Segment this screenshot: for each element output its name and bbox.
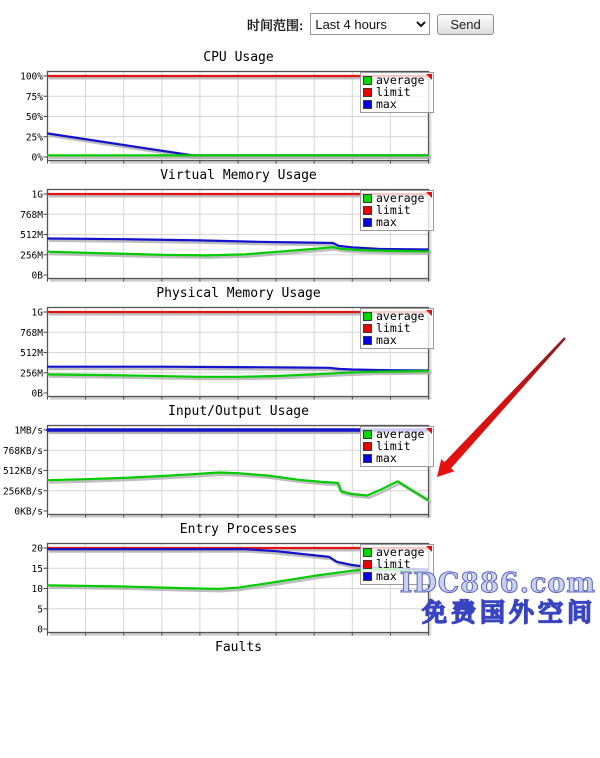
red-arrowhead-icon bbox=[426, 546, 432, 552]
legend-item-limit bbox=[363, 440, 431, 452]
legend-swatch-max bbox=[363, 218, 372, 227]
time-range-form bbox=[247, 13, 494, 35]
y-axis-tick-label: 0B bbox=[31, 270, 43, 282]
y-axis-tick-label: 1MB/s bbox=[14, 425, 43, 437]
legend-swatch-limit bbox=[363, 324, 372, 333]
legend-swatch-average bbox=[363, 430, 372, 439]
legend-swatch-average bbox=[363, 548, 372, 557]
legend bbox=[360, 544, 434, 585]
y-axis-tick-label: 75% bbox=[25, 91, 43, 103]
y-axis-tick-label: 256M bbox=[20, 368, 43, 380]
y-axis-tick-label: 1G bbox=[31, 189, 43, 201]
legend-item-limit bbox=[363, 322, 431, 334]
charts bbox=[0, 50, 440, 758]
legend-swatch-average bbox=[363, 312, 372, 321]
chart-physical-memory-usage bbox=[0, 286, 440, 401]
red-arrowhead-icon bbox=[426, 74, 432, 80]
legend-label: limit bbox=[376, 557, 411, 571]
legend-label: max bbox=[376, 97, 397, 111]
time-range-select[interactable] bbox=[310, 13, 430, 35]
chart-title: Virtual Memory Usage bbox=[160, 168, 317, 183]
y-axis-tick-label: 0 bbox=[37, 624, 43, 636]
chart-title: Physical Memory Usage bbox=[156, 286, 321, 301]
watermark-slogan: 免费国外空间 bbox=[421, 598, 596, 627]
red-arrow-shape bbox=[437, 337, 566, 477]
chart-cpu-usage bbox=[0, 50, 440, 165]
y-axis-tick-label: 512M bbox=[20, 348, 43, 359]
chart-virtual-memory-usage bbox=[0, 168, 440, 283]
y-axis-tick-label: 512M bbox=[20, 230, 43, 241]
y-axis-tick-label: 0B bbox=[31, 388, 43, 400]
chart-title: Input/Output Usage bbox=[168, 404, 309, 419]
legend-swatch-average bbox=[363, 76, 372, 85]
legend-item-max bbox=[363, 452, 431, 464]
y-axis-tick-label: 10 bbox=[31, 584, 43, 595]
legend-swatch-limit bbox=[363, 560, 372, 569]
legend bbox=[360, 72, 434, 113]
y-axis-tick-label: 256M bbox=[20, 250, 43, 262]
legend-swatch-max bbox=[363, 454, 372, 463]
legend bbox=[360, 426, 434, 467]
legend bbox=[360, 190, 434, 231]
y-axis-tick-label: 0% bbox=[31, 152, 43, 164]
legend-item-max bbox=[363, 98, 431, 110]
legend-label: average bbox=[376, 309, 425, 323]
watermark-domain: IDC886.com bbox=[399, 568, 596, 599]
red-arrowhead-icon bbox=[426, 310, 432, 316]
y-axis-tick-label: 256KB/s bbox=[2, 486, 43, 498]
y-axis-tick-label: 512KB/s bbox=[2, 466, 43, 477]
legend-label: max bbox=[376, 215, 397, 229]
legend-item-max bbox=[363, 216, 431, 228]
legend bbox=[360, 308, 434, 349]
legend-label: average bbox=[376, 545, 425, 559]
legend-swatch-limit bbox=[363, 206, 372, 215]
chart-title: Entry Processes bbox=[179, 522, 298, 537]
y-axis-tick-label: 100% bbox=[20, 71, 43, 83]
legend-swatch-max bbox=[363, 100, 372, 109]
chart-title: Faults bbox=[215, 640, 262, 655]
legend-item-max bbox=[363, 334, 431, 346]
legend-label: limit bbox=[376, 203, 411, 217]
legend-swatch-average bbox=[363, 194, 372, 203]
legend-swatch-limit bbox=[363, 88, 372, 97]
legend-item-limit bbox=[363, 204, 431, 216]
legend-label: average bbox=[376, 73, 425, 87]
legend-swatch-max bbox=[363, 336, 372, 345]
legend-item-max bbox=[363, 570, 431, 582]
y-axis-tick-label: 50% bbox=[25, 112, 43, 123]
legend-label: max bbox=[376, 451, 397, 465]
chart-entry-processes bbox=[0, 522, 440, 637]
chart-input-output-usage bbox=[0, 404, 440, 519]
send-button[interactable]: Send bbox=[437, 14, 493, 35]
y-axis-tick-label: 25% bbox=[25, 132, 43, 144]
legend-label: average bbox=[376, 191, 425, 205]
chart-faults bbox=[0, 640, 440, 755]
legend-item-limit bbox=[363, 558, 431, 570]
y-axis-tick-label: 768KB/s bbox=[2, 445, 43, 457]
legend-label: average bbox=[376, 427, 425, 441]
red-arrowhead-icon bbox=[426, 192, 432, 198]
time-range-label: 时间范围: bbox=[247, 17, 304, 33]
y-axis-tick-label: 5 bbox=[37, 604, 43, 616]
legend-label: limit bbox=[376, 439, 411, 453]
y-axis-tick-label: 768M bbox=[20, 209, 43, 221]
legend-swatch-limit bbox=[363, 442, 372, 451]
legend-label: max bbox=[376, 333, 397, 347]
legend-item-limit bbox=[363, 86, 431, 98]
legend-label: limit bbox=[376, 85, 411, 99]
legend-label: max bbox=[376, 569, 397, 583]
y-axis-tick-label: 1G bbox=[31, 307, 43, 319]
legend-label: limit bbox=[376, 321, 411, 335]
y-axis-tick-label: 768M bbox=[20, 327, 43, 339]
y-axis-tick-label: 0KB/s bbox=[14, 506, 43, 518]
red-arrowhead-icon bbox=[426, 428, 432, 434]
y-axis-tick-label: 15 bbox=[31, 563, 43, 575]
chart-title: CPU Usage bbox=[203, 50, 274, 65]
legend-swatch-max bbox=[363, 572, 372, 581]
y-axis-tick-label: 20 bbox=[31, 543, 43, 555]
